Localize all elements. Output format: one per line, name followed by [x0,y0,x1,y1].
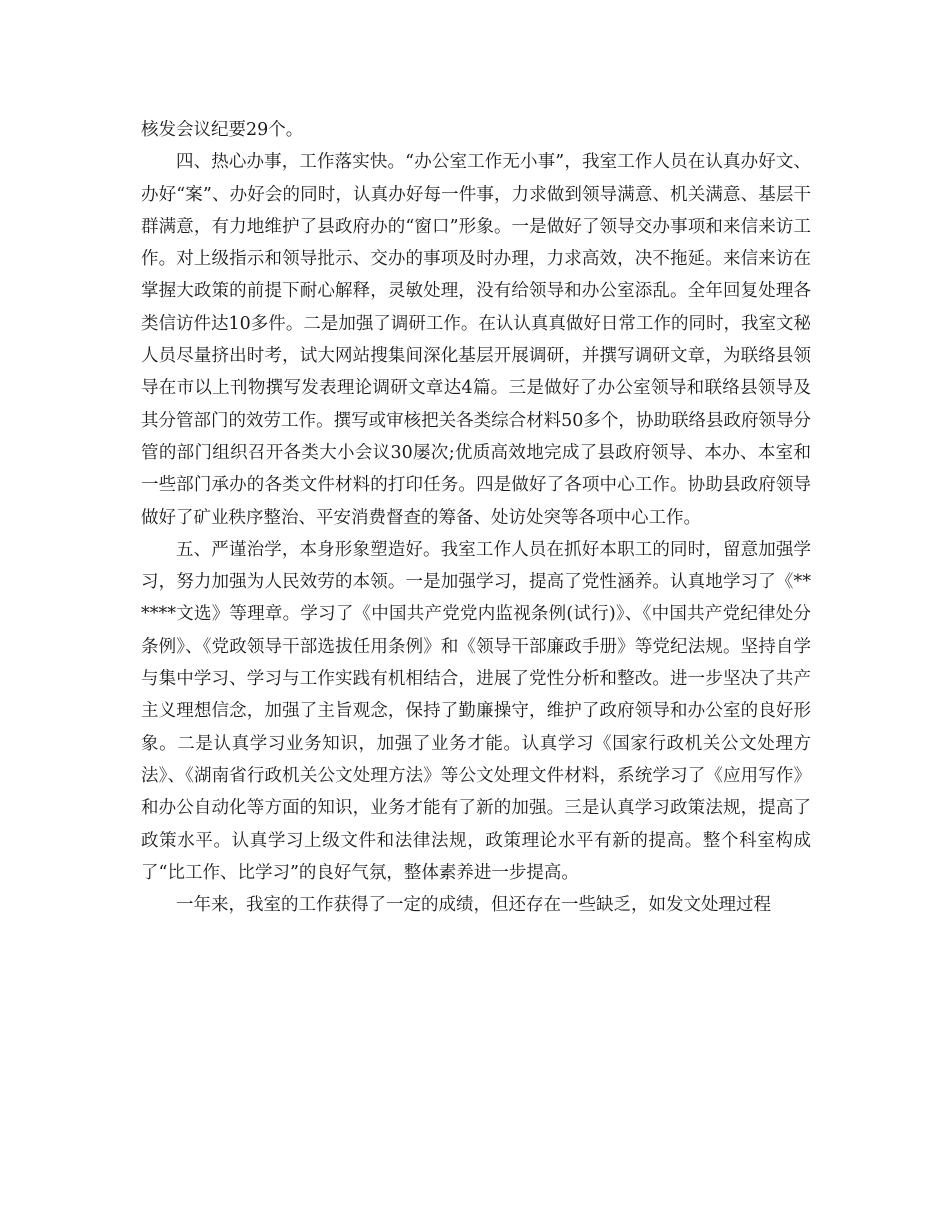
paragraph-section-five: 五、严谨治学，本身形象塑造好。我室工作人员在抓好本职工的同时，留意加强学习，努力加强为人民效劳的本领。一是加强学习，提高了党性涵养。认真地学习了《******文选》等理章。学习了《中国共产党党内监视条例(试行)》、《中国共产党纪律处分条例》、《党政领导干部选拔任用条例》和《领导干部廉政手册》等党纪法规。坚持自学与集中学习、学习与工作实践有机相结合，进展了党性分析和整改。进一步坚决了共产主义理想信念，加强了主旨观念，保持了勤廉操守，维护了政府领导和办公室的良好形象。二是认真学习业务知识，加强了业务才能。认真学习《国家行政机关公文处理方法》、《湖南省行政机关公文处理方法》等公文处理文件材料，系统学习了《应用写作》和办公自动化等方面的知识，业务才能有了新的加强。三是认真学习政策法规，提高了政策水平。认真学习上级文件和法律法规，政策理论水平有新的提高。整个科室构成了“比工作、比学习”的良好气氛，整体素养进一步提高。 [141,539,811,883]
paragraph-continuation: 核发会议纪要29个。 [141,120,304,140]
paragraph-section-four: 四、热心办事，工作落实快。“办公室工作无小事”，我室工作人员在认真办好文、办好“案”、办好会的同时，认真办好每一件事，力求做到领导满意、机关满意、基层干群满意，有力地维护了县政府办的“窗口”形象。一是做好了领导交办事项和来信来访工作。对上级指示和领导批示、交办的事项及时办理，力求高效，决不拖延。来信来访在掌握大政策的前提下耐心解释，灵敏处理，没有给领导和办公室添乱。全年回复处理各类信访件达10多件。二是加强了调研工作。在认认真真做好日常工作的同时，我室文秘人员尽量挤出时考，试大网站搜集间深化基层开展调研，并撰写调研文章，为联络县领导在市以上刊物撰写发表理论调研文章达4篇。三是做好了办公室领导和联络县领导及其分管部门的效劳工作。撰写或审核把关各类综合材料50多个，协助联络县政府领导分管的部门组织召开各类大小会议30屡次;优质高效地完成了县政府领导、本办、本室和一些部门承办的各类文件材料的打印任务。四是做好了各项中心工作。协助县政府领导做好了矿业秩序整治、平安消费督查的筹备、处访处突等各项中心工作。 [141,152,811,528]
document-body [141,114,811,921]
paragraph-summary: 一年来，我室的工作获得了一定的成绩，但还存在一些缺乏，如发文处理过程 [176,895,771,916]
